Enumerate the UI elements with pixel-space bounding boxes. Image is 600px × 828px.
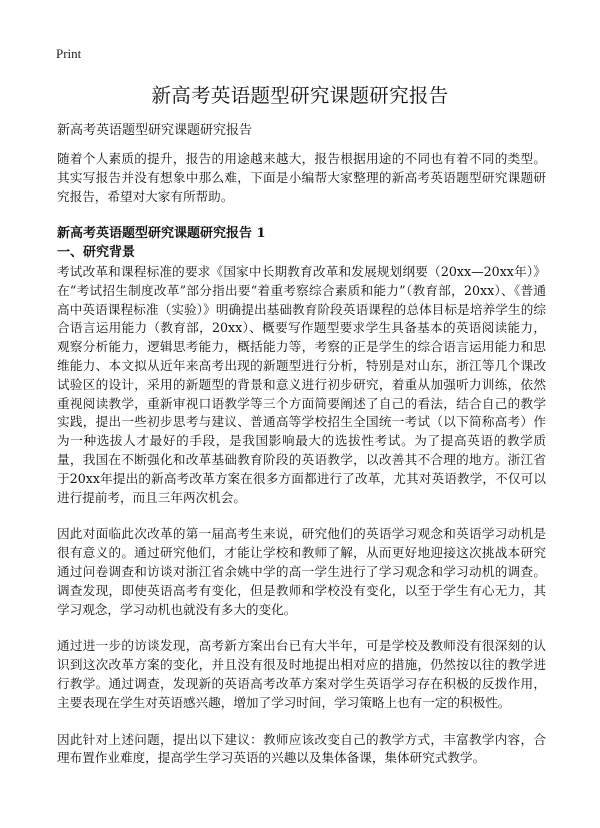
body-paragraph: 因此针对上述问题，提出以下建议：教师应该改变自己的教学方式，丰富教学内容，合理布置作业难度，提高学生学习英语的兴趣以及集体备课，集体研究式教学。 <box>57 731 546 766</box>
subsection-heading: 一、研究背景 <box>57 245 136 261</box>
body-paragraph: 考试改革和课程标准的要求《国家中长期教育改革和发展规划纲要（20xx—20xx年）》在“考试招生制度改革”部分指出要“着重考察综合素质和能力”（教育部，20xx）、《普通高中英语课程标准（实验）》明确提出基础教育阶段英语课程的总体目标是培养学生的综合语言运用能力（教育部，20xx）、概要写作题型要求学生具备基本的英语阅读能力，观察分析能力，逻辑思考能力，概括能力等，考察的正是学生的综合语言运用能力和思维能力、本文拟从近年来高考出现的新题型进行分析，特别是对山东，浙江等几个课改试验区的设计，采用的新题型的背景和意义进行初步研究，着重从加强听力训练，依然重视阅读教学，重新审视口语教学等三个方面简要阐述了自己的看法，结合自己的教学实践，提出一些初步思考与建议、普通高等学校招生全国统一考试（以下简称高考）作为一种选拔人才最好的手段，是我国影响最大的选拔性考试。为了提高英语的教学质量，我国在不断强化和改革基础教育阶段的英语教学，以改善其不合理的地方。浙江省于20xx年提出的新高考改革方案在很多方面都进行了改革，尤其对英语教学，不仅可以进行提前考，而且三年两次机会。 <box>57 263 546 505</box>
page-title: 新高考英语题型研究课题研究报告 <box>151 84 449 107</box>
document-subtitle: 新高考英语题型研究课题研究报告 <box>57 123 253 138</box>
intro-paragraph: 随着个人素质的提升，报告的用途越来越大，报告根据用途的不同也有着不同的类型。其实写报告并没有想象中那么难，下面是小编帮大家整理的新高考英语题型研究课题研究报告，希望对大家有所帮助。 <box>57 151 546 204</box>
body-paragraph: 因此对面临此次改革的第一届高考生来说，研究他们的英语学习观念和英语学习动机是很有意义的。通过研究他们，才能让学校和教师了解，从而更好地迎接这次挑战本研究通过问卷调查和访谈对浙江省余姚中学的高一学生进行了学习观念和学习动机的调查。调查发现，即使英语高考有变化，但是教师和学校没有变化，以至于学生有心无力，其学习观念，学习动机也就没有多大的变化。 <box>57 526 546 617</box>
print-link[interactable]: Print <box>56 46 82 61</box>
section-heading: 新高考英语题型研究课题研究报告 1 <box>57 226 266 242</box>
document-body <box>57 150 546 786</box>
body-paragraph: 通过进一步的访谈发现，高考新方案出台已有大半年，可是学校及教师没有很深刻的认识到这次改革方案的变化，并且没有很及时地提出相对应的措施，仍然按以往的教学进行教学。通过调查，发现新的英语高考改革方案对学生英语学习存在积极的反拨作用，主要表现在学生对英语感兴趣，增加了学习时间，学习策略上也有一定的积极性。 <box>57 638 546 710</box>
